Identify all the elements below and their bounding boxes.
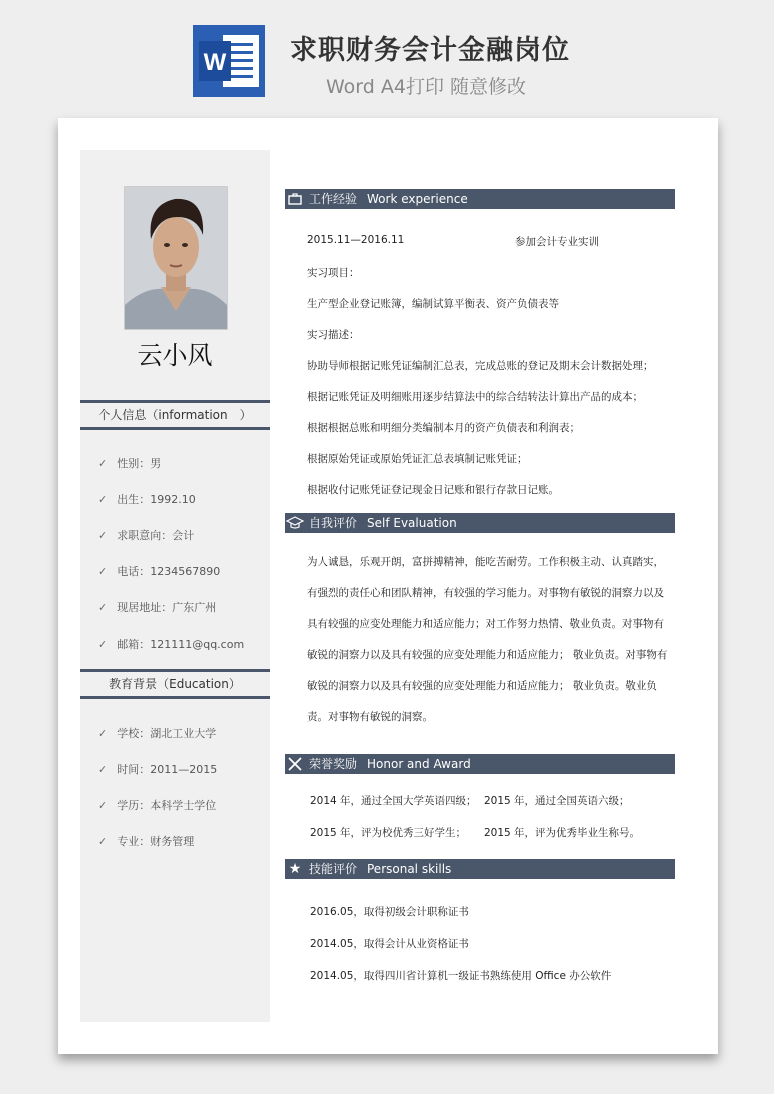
- check-icon: ✓: [98, 763, 108, 776]
- work-heading: 工作经验 Work experience: [285, 189, 675, 209]
- tools-icon: [285, 754, 305, 774]
- honor-heading: 荣誉奖励 Honor and Award: [285, 754, 675, 774]
- self-eval-text: 为人诚恳，乐观开朗，富拼搏精神，能吃苦耐劳。工作积极主动、认真踏实，有强烈的责任心和团队精神，有较强的学习能力。对事物有敏锐的洞察力以及具有较强的应变处理能力和适应能力；对工作努力热情、敬业负责。对事物有敏锐的洞察力以及具有较强的应变处理能力和适应能力； 敬业负责。对事物有敏锐的洞察力以及具有较强的应变处理能力和适应能力； 敬业负责。敬业负责。对事物有敏锐的洞察。: [307, 556, 668, 723]
- skill-item: 2014.05，取得会计从业资格证书: [310, 938, 469, 950]
- skills-heading: ★ 技能评价 Personal skills: [285, 859, 675, 879]
- personal-info-heading: 个人信息（information ）: [80, 400, 270, 430]
- check-icon: ✓: [98, 565, 108, 578]
- check-icon: ✓: [98, 529, 108, 542]
- info-item: ✓ 现居地址：广东广州: [98, 601, 217, 614]
- edu-item: ✓ 学历：本科学士学位: [98, 799, 217, 812]
- project-label: 实习项目：: [307, 267, 360, 279]
- work-role: 参加会计专业实训: [515, 236, 599, 248]
- check-icon: ✓: [98, 638, 108, 651]
- briefcase-icon: [285, 189, 305, 209]
- info-item: ✓ 性别：男: [98, 457, 162, 470]
- skill-item: 2014.05，取得四川省计算机一级证书熟练使用 Office 办公软件: [310, 970, 612, 982]
- desc-line: 根据记账凭证及明细账用逐步结算法中的综合结转法计算出产品的成本；: [307, 391, 643, 403]
- project-text: 生产型企业登记账簿，编制试算平衡表、资产负债表等: [307, 298, 559, 310]
- banner-title: 求职财务会计金融岗位: [290, 35, 570, 66]
- desc-line: 协助导师根据记账凭证编制汇总表，完成总账的登记及期末会计数据处理；: [307, 360, 654, 372]
- profile-photo: [124, 186, 228, 330]
- check-icon: ✓: [98, 601, 108, 614]
- honor-item: 2015 年，评为优秀毕业生称号。: [484, 827, 641, 839]
- desc-line: 根据收付记账凭证登记现金日记账和银行存款日记账。: [307, 484, 559, 496]
- edu-item: ✓ 学校：湖北工业大学: [98, 727, 217, 740]
- info-item: ✓ 出生：1992.10: [98, 493, 196, 506]
- skill-item: 2016.05，取得初级会计职称证书: [310, 906, 469, 918]
- education-heading: 教育背景（Education）: [80, 669, 270, 699]
- desc-label: 实习描述：: [307, 329, 360, 341]
- star-icon: ★: [288, 861, 302, 877]
- check-icon: ✓: [98, 727, 108, 740]
- info-item: ✓ 求职意向：会计: [98, 529, 195, 542]
- info-item: ✓ 电话：1234567890: [98, 565, 221, 578]
- check-icon: ✓: [98, 799, 108, 812]
- banner-subtitle: Word A4打印 随意修改: [326, 76, 527, 98]
- svg-text:W: W: [203, 49, 227, 76]
- check-icon: ✓: [98, 457, 108, 470]
- honor-item: 2014 年，通过全国大学英语四级；: [310, 795, 477, 807]
- graduation-cap-icon: [285, 513, 305, 533]
- info-item: ✓ 邮箱：121111@qq.com: [98, 638, 245, 651]
- word-icon: [193, 25, 265, 97]
- honor-item: 2015 年，通过全国英语六级；: [484, 795, 630, 807]
- self-eval-heading: 自我评价 Self Evaluation: [285, 513, 675, 533]
- check-icon: ✓: [98, 835, 108, 848]
- candidate-name: 云小风: [137, 341, 213, 370]
- desc-line: 根据根据总账和明细分类编制本月的资产负债表和利润表；: [307, 422, 580, 434]
- work-period: 2015.11—2016.11: [307, 234, 405, 246]
- honor-item: 2015 年，评为校优秀三好学生；: [310, 827, 467, 839]
- edu-item: ✓ 时间：2011—2015: [98, 763, 218, 776]
- desc-line: 根据原始凭证或原始凭证汇总表填制记账凭证；: [307, 453, 528, 465]
- check-icon: ✓: [98, 493, 108, 506]
- edu-item: ✓ 专业：财务管理: [98, 835, 195, 848]
